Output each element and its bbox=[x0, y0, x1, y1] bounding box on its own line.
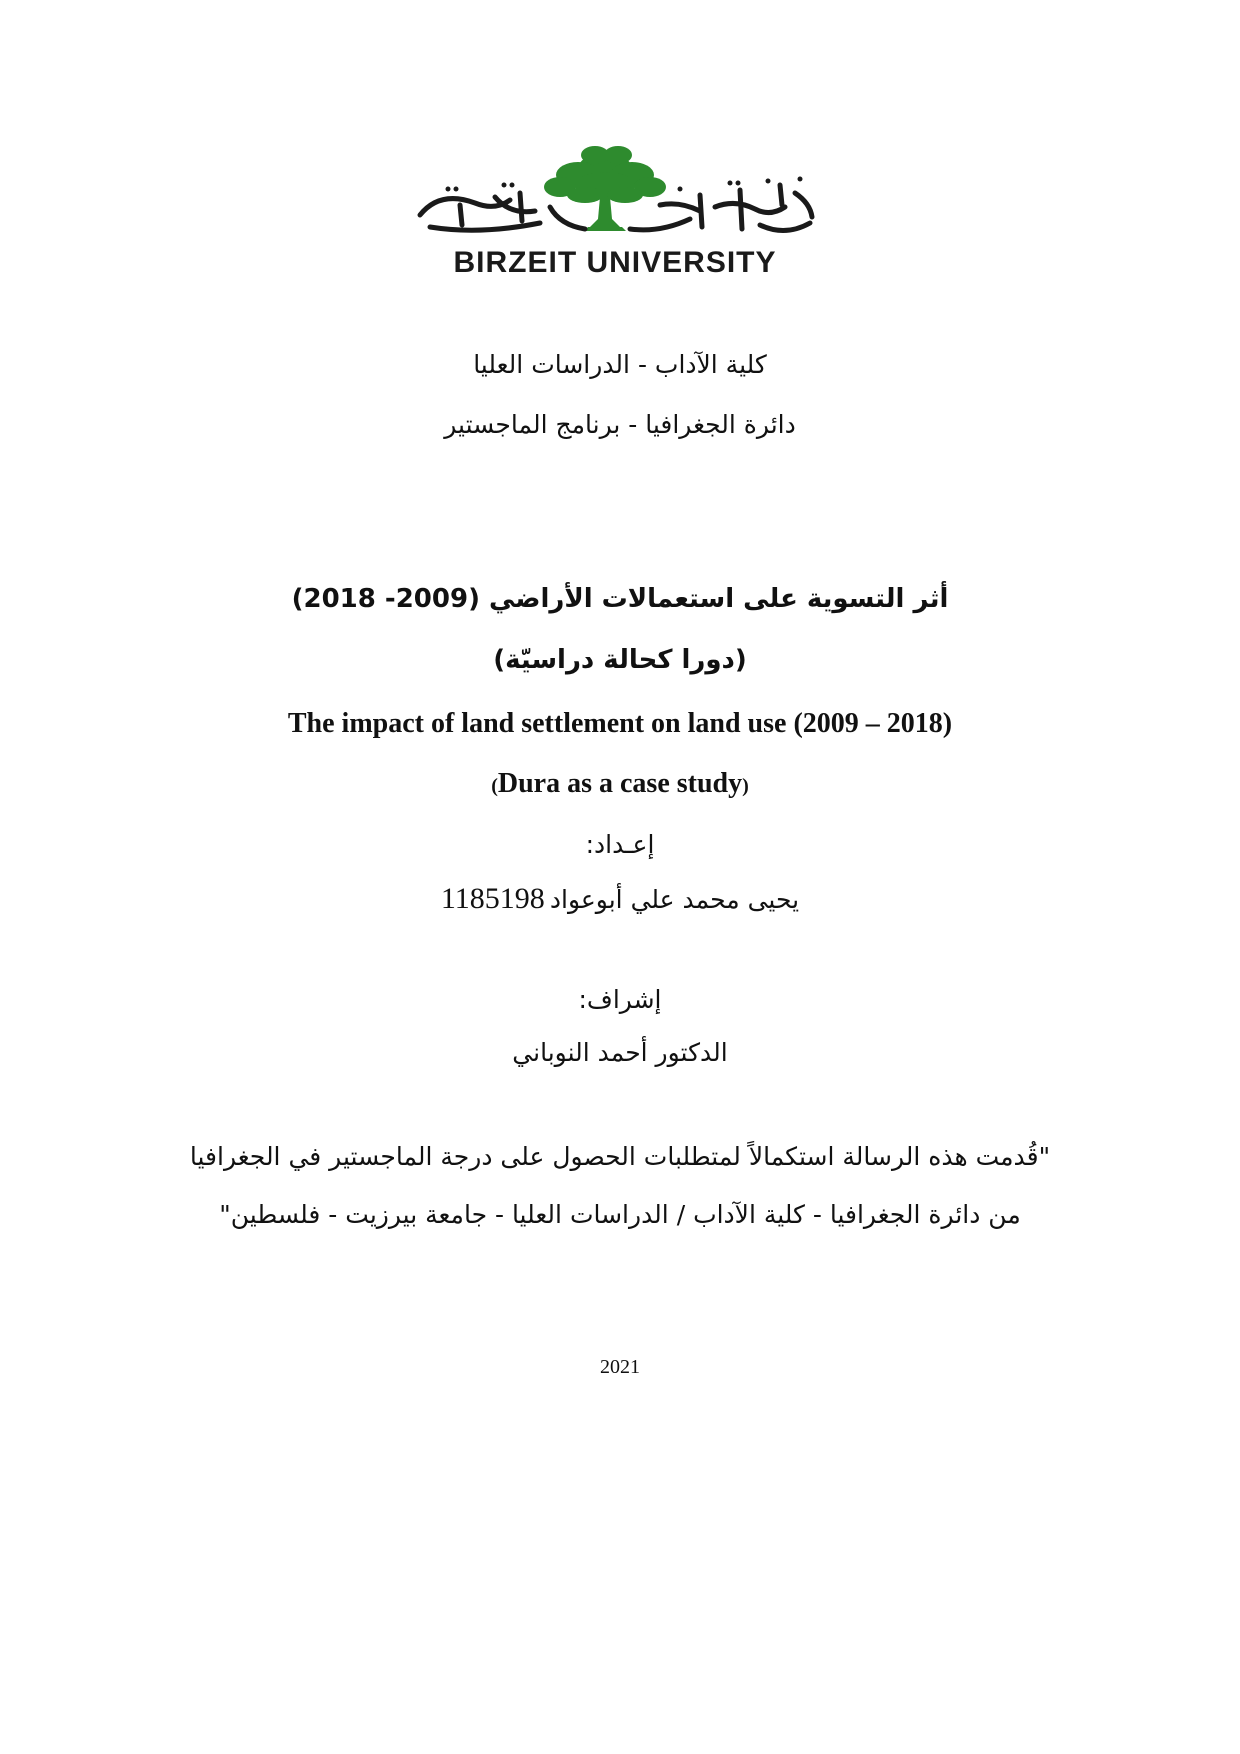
logo-english-name: BIRZEIT UNIVERSITY bbox=[453, 246, 777, 279]
submission-year: 2021 bbox=[600, 1356, 640, 1378]
author-name: يحيى محمد علي أبوعواد bbox=[549, 885, 800, 914]
student-id: 1185198 bbox=[440, 882, 545, 915]
olive-tree-and-calligraphy-icon bbox=[400, 145, 830, 250]
prepared-by-label: إعـداد: bbox=[585, 830, 655, 859]
department-line: دائرة الجغرافيا - برنامج الماجستير bbox=[444, 410, 796, 439]
english-subtitle-text: Dura as a case study bbox=[497, 768, 743, 799]
supervision-label: إشراف: bbox=[578, 985, 662, 1014]
arabic-subtitle: (دورا كحالة دراسيّة) bbox=[493, 645, 747, 675]
birzeit-university-logo bbox=[400, 145, 830, 285]
author-line bbox=[0, 882, 1240, 916]
submission-statement-line1: "قُدمت هذه الرسالة استكمالاً لمتطلبات الحصول على درجة الماجستير في الجغرافيا bbox=[189, 1142, 1051, 1171]
english-subtitle bbox=[0, 768, 1240, 800]
submission-statement-line2: من دائرة الجغرافيا - كلية الآداب / الدراسات العليا - جامعة بيرزيت - فلسطين" bbox=[219, 1200, 1021, 1229]
faculty-line: كلية الآداب - الدراسات العليا bbox=[473, 350, 767, 379]
english-title: The impact of land settlement on land use (2009 – 2018) bbox=[287, 708, 953, 739]
supervisor-name: الدكتور أحمد النوباني bbox=[512, 1038, 728, 1067]
english-subtitle-open-paren: ( bbox=[491, 775, 498, 797]
arabic-title: أثر التسوية على استعمالات الأراضي (2009- 2018) bbox=[291, 584, 949, 614]
english-subtitle-close-paren: ) bbox=[742, 775, 749, 797]
